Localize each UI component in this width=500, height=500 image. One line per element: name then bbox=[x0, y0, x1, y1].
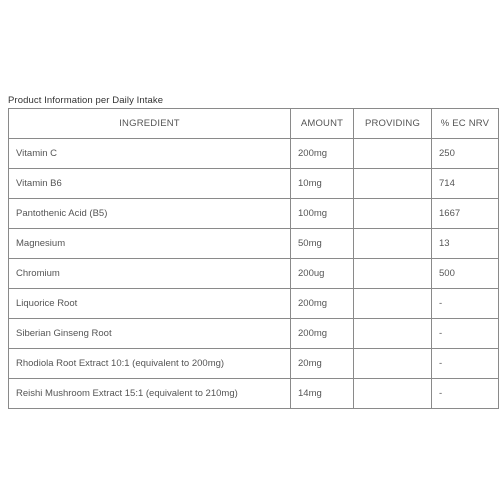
ingredient-cell: Vitamin C bbox=[9, 139, 291, 169]
table-row bbox=[9, 379, 499, 409]
table-header-row bbox=[9, 109, 499, 139]
nrv-cell: 500 bbox=[432, 259, 499, 289]
nrv-cell: - bbox=[432, 319, 499, 349]
ingredient-cell: Reishi Mushroom Extract 15:1 (equivalent to 210mg) bbox=[9, 379, 291, 409]
ingredient-cell: Siberian Ginseng Root bbox=[9, 319, 291, 349]
header-ingredient: INGREDIENT bbox=[9, 109, 291, 139]
amount-cell: 200ug bbox=[291, 259, 354, 289]
nrv-cell: - bbox=[432, 379, 499, 409]
providing-cell bbox=[354, 169, 432, 199]
amount-cell: 50mg bbox=[291, 229, 354, 259]
nrv-cell: 714 bbox=[432, 169, 499, 199]
providing-cell bbox=[354, 289, 432, 319]
nrv-cell: - bbox=[432, 349, 499, 379]
table-row bbox=[9, 349, 499, 379]
header-providing: PROVIDING bbox=[354, 109, 432, 139]
providing-cell bbox=[354, 199, 432, 229]
nrv-cell: - bbox=[432, 289, 499, 319]
ingredient-cell: Rhodiola Root Extract 10:1 (equivalent to 200mg) bbox=[9, 349, 291, 379]
providing-cell bbox=[354, 379, 432, 409]
ingredient-cell: Chromium bbox=[9, 259, 291, 289]
amount-cell: 200mg bbox=[291, 319, 354, 349]
nrv-cell: 13 bbox=[432, 229, 499, 259]
amount-cell: 20mg bbox=[291, 349, 354, 379]
ingredient-cell: Pantothenic Acid (B5) bbox=[9, 199, 291, 229]
table-row bbox=[9, 259, 499, 289]
table-caption: Product Information per Daily Intake bbox=[8, 95, 164, 106]
providing-cell bbox=[354, 229, 432, 259]
header-amount: AMOUNT bbox=[291, 109, 354, 139]
nrv-cell: 250 bbox=[432, 139, 499, 169]
table-row bbox=[9, 139, 499, 169]
ingredient-cell: Liquorice Root bbox=[9, 289, 291, 319]
amount-cell: 10mg bbox=[291, 169, 354, 199]
providing-cell bbox=[354, 349, 432, 379]
nrv-cell: 1667 bbox=[432, 199, 499, 229]
table-row bbox=[9, 199, 499, 229]
amount-cell: 100mg bbox=[291, 199, 354, 229]
amount-cell: 200mg bbox=[291, 139, 354, 169]
table-row bbox=[9, 319, 499, 349]
amount-cell: 14mg bbox=[291, 379, 354, 409]
nutrition-table bbox=[8, 108, 499, 409]
providing-cell bbox=[354, 259, 432, 289]
table-row bbox=[9, 169, 499, 199]
providing-cell bbox=[354, 319, 432, 349]
ingredient-cell: Vitamin B6 bbox=[9, 169, 291, 199]
ingredient-cell: Magnesium bbox=[9, 229, 291, 259]
header-nrv: % EC NRV bbox=[432, 109, 499, 139]
table-row bbox=[9, 229, 499, 259]
amount-cell: 200mg bbox=[291, 289, 354, 319]
table-row bbox=[9, 289, 499, 319]
providing-cell bbox=[354, 139, 432, 169]
